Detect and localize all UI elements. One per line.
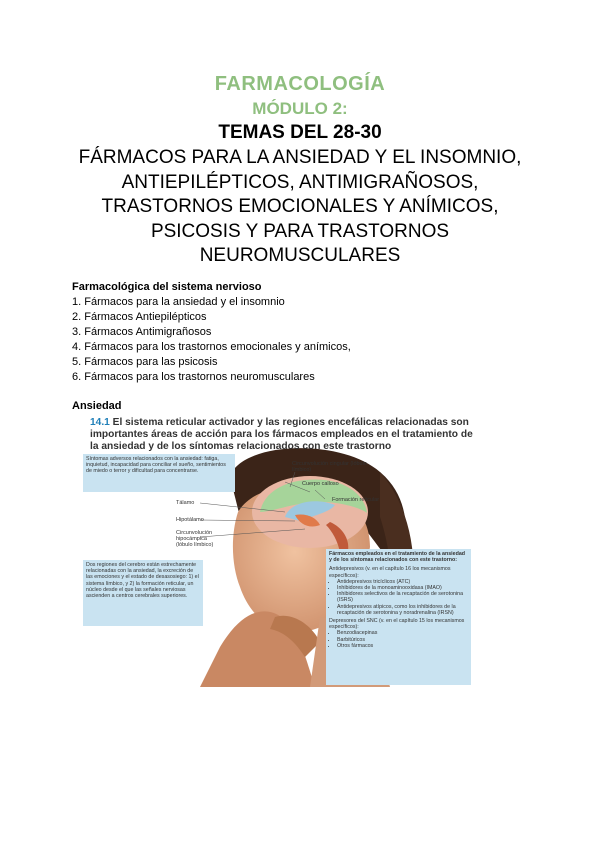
list-item: • Inhibidores de la monoaminooxidasa (IMAO) bbox=[337, 585, 468, 591]
list-item: 5. Fármacos para las psicosis bbox=[72, 356, 218, 368]
list-item: • Otros fármacos bbox=[337, 643, 468, 649]
list-item: • Antidepresivos atípicos, como los inhibidores de la recaptación de serotonina y noradrenalina (IRSN) bbox=[337, 604, 468, 616]
figure-title: El sistema reticular activador y las regiones encefálicas relacionadas son importantes áreas de acción para los fármacos empleados en el tratamiento de la ansiedad y de los síntomas relacionados con este trastorno bbox=[90, 417, 473, 452]
symptoms-box: Síntomas adversos relacionados con la ansiedad: fatiga, inquietud, incapacidad para conciliar el sueño, sentimientos de miedo o terror y dificultad para concentrarse. bbox=[83, 454, 235, 492]
list-item: • Benzodiacepinas bbox=[337, 630, 468, 636]
label-reticular: Formación reticular bbox=[332, 497, 380, 503]
list-item: • Antidepresivos tricíclicos (ATC) bbox=[337, 579, 468, 585]
label-cingulate: Circunvolución cingular (lóbulo límbico) bbox=[292, 461, 367, 473]
figure-number: 14.1 bbox=[90, 417, 110, 428]
label-hypothalamus: Hipotálamo bbox=[176, 517, 204, 523]
figure-caption bbox=[90, 417, 475, 453]
document-title: FARMACOLOGÍA bbox=[214, 73, 386, 95]
brain-regions-box: Dos regiones del cerebro están estrechamente relacionadas con la ansiedad, la excreción de las emociones y el estado de desasosiego: 1) el sistema límbico, y 2) la formación reticular, un núcleo desde el que las señales nerviosas ascienden a centros cerebrales superiores. bbox=[83, 560, 203, 626]
list-item: • Inhibidores selectivos de la recaptación de serotonina (ISRS) bbox=[337, 591, 468, 603]
list-item: 6. Fármacos para los trastornos neuromusculares bbox=[72, 371, 315, 383]
drugs-group-antidepressants: Antidepresivos (v. en el capítulo 16 los mecanismos específicos): bbox=[329, 566, 451, 579]
list-item: 4. Fármacos para los trastornos emocionales y anímicos, bbox=[72, 341, 351, 353]
list-item: 3. Fármacos Antimigrañosos bbox=[72, 326, 212, 338]
list-item: • Barbitúricos bbox=[337, 637, 468, 643]
ansiedad-heading: Ansiedad bbox=[72, 400, 122, 412]
label-corpus-callosum: Cuerpo calloso bbox=[302, 481, 339, 487]
subtitle: FÁRMACOS PARA LA ANSIEDAD Y EL INSOMNIO, ANTIEPILÉPTICOS, ANTIMIGRAÑOSOS, TRASTORNOS EMOCIONALES Y ANÍMICOS, PSICOSIS Y PARA TRASTORNOS NEUROMUSCULARES bbox=[78, 147, 522, 267]
drugs-group-cns: Depresores del SNC (v. en el capítulo 15 los mecanismos específicos): bbox=[329, 618, 465, 631]
label-hippocampal: Circunvolución hipocámpica (lóbulo límbico) bbox=[176, 530, 214, 548]
label-thalamus: Tálamo bbox=[176, 500, 195, 506]
drugs-box-heading: Fármacos empleados en el tratamiento de la ansiedad y de los síntomas relacionados con este trastorno: bbox=[329, 551, 466, 564]
list-item: 1. Fármacos para la ansiedad y el insomnio bbox=[72, 296, 285, 308]
topics-list bbox=[72, 295, 351, 385]
list-item: 2. Fármacos Antiepilépticos bbox=[72, 311, 207, 323]
anxiety-figure bbox=[80, 417, 478, 687]
topics-title: TEMAS DEL 28-30 bbox=[218, 122, 382, 143]
drugs-box bbox=[326, 549, 471, 685]
section-heading: Farmacológica del sistema nervioso bbox=[72, 281, 262, 293]
module-title: MÓDULO 2: bbox=[252, 99, 348, 118]
